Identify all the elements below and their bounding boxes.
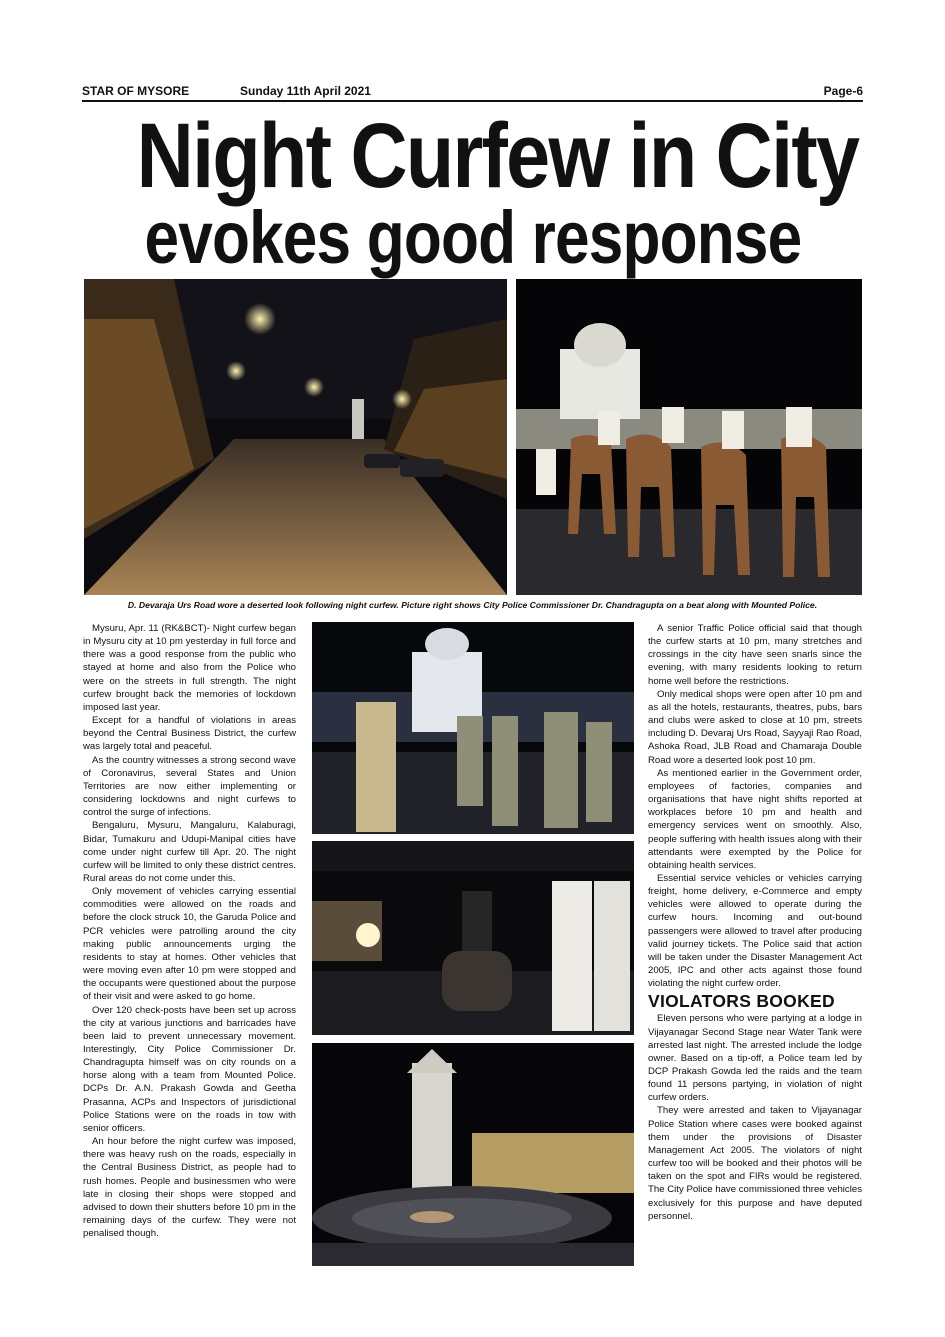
headline-main: Night Curfew in City <box>136 105 859 207</box>
paragraph: Over 120 check-posts have been set up across the city at various junctions and barricades have been laid to prevent unnecessary movement. Interestingly, City Police Commissioner Dr. Chandragupta himself was on city rounds on a horse along with a team from Mounted Police. DCPs Dr. A.N. Prakash Gowda and Geetha Prasanna, ACPs and Inspectors of jurisdictional Police Stations were on the roads in tow with senior officers. <box>83 1004 296 1134</box>
paragraph: Only medical shops were open after 10 pm and as all the hotels, restaurants, theatres, pubs, bars and clubs were asked to close at 10 pm, streets including D. Devaraj Urs Road, Sayyaji Rao Road, Ashoka Road, JLB Road and Chamaraja Double Road wore a deserted look post 10 pm. <box>648 688 862 766</box>
paragraph: They were arrested and taken to Vijayanagar Police Station where cases were booked against them under the provisions of Disaster Management Act 2005. The violators of night curfew too will be booked and their photos will be taken on the spot and FIRs would be registered. The City Police have commissioned three vehicles exclusively for this purpose and have deputed personnel. <box>648 1105 862 1222</box>
paragraph: A senior Traffic Police official said that though the curfew starts at 10 pm, many stretches and crossings in the city have seen snarls since the evening, with many residents looking to return home well before the restrictions. <box>648 623 862 687</box>
article-column-3 <box>648 622 862 1272</box>
photo-deserted-road <box>84 279 507 595</box>
photo-mounted-police <box>516 279 862 595</box>
paragraph: As the country witnesses a strong second wave of Coronavirus, several States and Union Territories are now either implementing or considering lockdowns and night curfews to control the surge of infections. <box>83 754 296 819</box>
article-column-1 <box>83 622 296 1272</box>
paragraph: An hour before the night curfew was imposed, there was heavy rush on the roads, especially in the Central Business District, as people had to rush homes. People and businessmen who were late in closing their shops were stopped and advised to down their shutters before 10 pm in the remaining days of the curfew. They were not penalised though. <box>83 1136 296 1240</box>
headline-sub: evokes good response <box>144 196 802 279</box>
subheading: VIOLATORS BOOKED <box>648 991 835 1012</box>
paragraph: Except for a handful of violations in areas beyond the Central Business District, the curfew was largely total and peaceful. <box>83 715 296 753</box>
photo-caption: D. Devaraja Urs Road wore a deserted look following night curfew. Picture right shows City Police Commissioner Dr. Chandragupta on a beat along with Mounted Police. <box>127 600 818 610</box>
masthead-rule <box>82 100 863 102</box>
photo-commissioner-with-police <box>312 622 634 834</box>
masthead <box>82 82 863 100</box>
paragraph: Mysuru, Apr. 11 (RK&BCT)- Night curfew began in Mysuru city at 10 pm yesterday in full force and there was a good response from the public who stayed at home and also from the Police who were on the streets in full strength. The night curfew brought back the memories of lockdown imposed last year. <box>83 623 296 713</box>
paragraph: Eleven persons who were partying at a lodge in Vijayanagar Second Stage near Water Tank were arrested last night. The arrested include the lodge owner. Based on a tip-off, a Police team led by DCP Prakash Gowda led the raids and the team found 11 persons partying, in violation of night curfew orders. <box>648 1013 862 1104</box>
paragraph: Bengaluru, Mysuru, Mangaluru, Kalaburagi, Bidar, Tumakuru and Udupi-Manipal cities have come under night curfew till Apr. 20. The night curfew will be limited to only these district centres. Rural areas do not come under this. <box>83 820 296 884</box>
photo-motorcyclist-checked <box>312 841 634 1035</box>
photo-clock-tower <box>312 1043 634 1266</box>
paper-name: STAR OF MYSORE <box>82 84 190 98</box>
paragraph: Only movement of vehicles carrying essential commodities were allowed on the roads and before the clock struck 10, the Garuda Police and PCR vehicles were patrolling around the city making public announcements urging the residents to stay at homes. Other vehicles that were moving even after 10 pm were stopped and the occupants were questioned about the purpose of their visit and were asked to go home. <box>83 886 296 1003</box>
paragraph: Essential service vehicles or vehicles carrying freight, home delivery, e-Commerce and empty vehicles were allowed to operate during the curfew hours. Incoming and out-bound passengers were allowed to travel after producing valid journey tickets. The Police said that action will be taken under the Disaster Management Act 2005, IPC and other acts against those found violating the night curfew order. <box>648 872 862 990</box>
paragraph: As mentioned earlier in the Government order, employees of factories, companies and organisations that have night shifts reported at workplaces before 10 pm and health and emergency services went on smoothly. Also, people suffering with health issues along with their attendants were exempted by the Police for obtaining health services. <box>648 767 862 871</box>
page-number: Page-6 <box>823 84 863 98</box>
issue-date: Sunday 11th April 2021 <box>240 84 371 98</box>
